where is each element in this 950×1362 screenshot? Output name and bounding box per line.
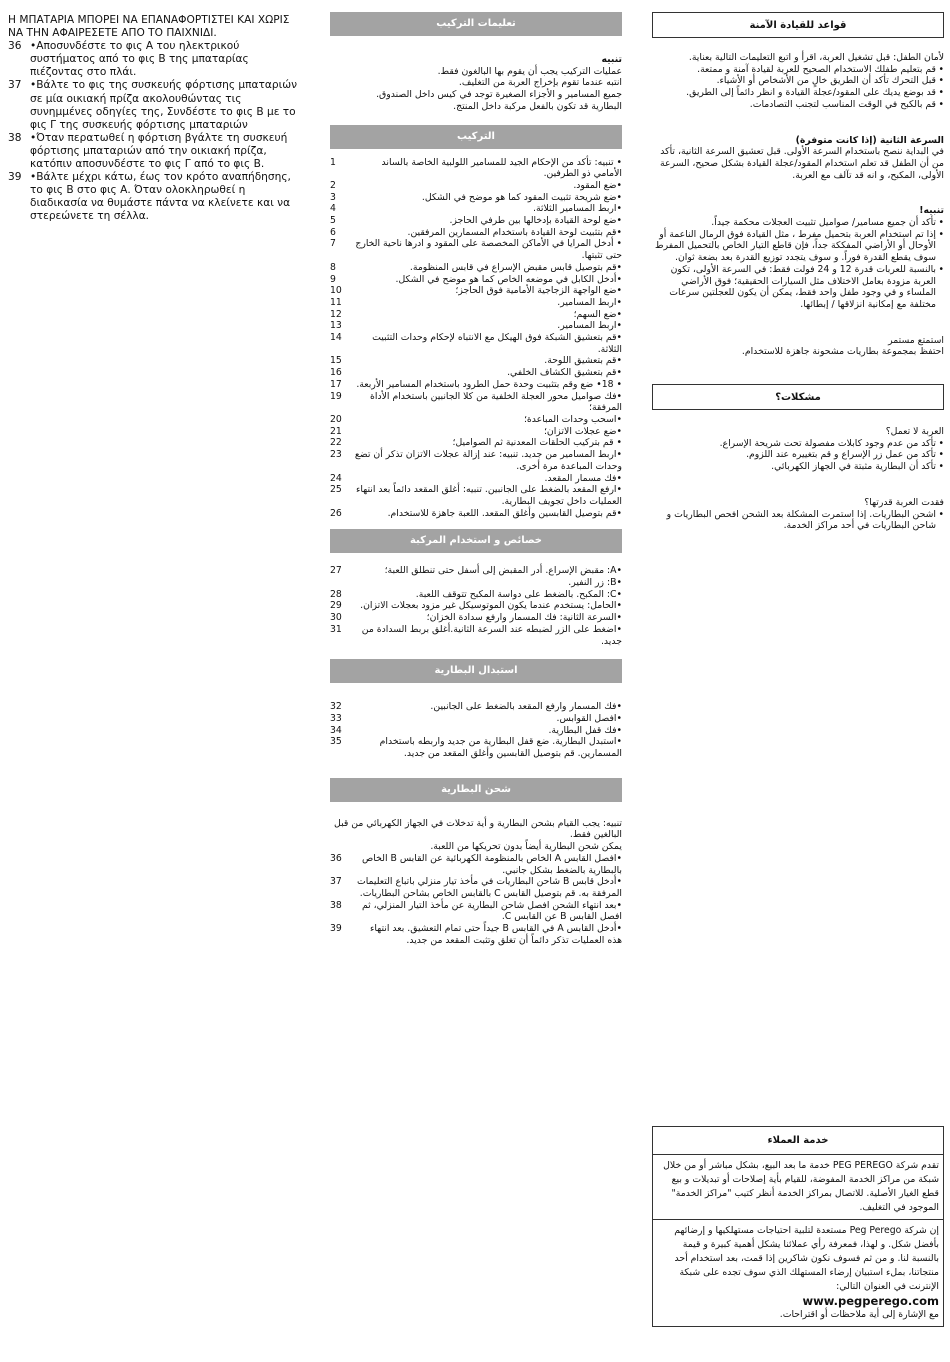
problems-header: مشكلات؟ xyxy=(652,384,944,410)
feature-step-text: •الحامل: يستخدم عندما يكون الموتوسيكل غير مزود بعجلات الاتزان. xyxy=(360,600,622,612)
charge-step-number: 36 xyxy=(330,852,342,864)
assembly-step-text: • أدخل المرايا في الأماكن المخصصة على المقود و ادرها ناحية الخارج حتى تثبتها. xyxy=(355,238,622,262)
safety-list: • قم بتعليم طفلك الاستخدام الصحيح للعربة لقيادة آمنة و ممتعة. • قبل التحرك تأكد أن الطريق خالٍ من الأشخاص أو الأشياء. • قد بوضع يديك على المقود/عجلة القيادة و انظر دائماً إلى الطريق. • قم بالكبح في الوقت المناسب لتجنب التصادمات. xyxy=(652,64,944,111)
safety-section: لأمان الطفل: قبل تشغيل العربة، اقرأ و اتبع التعليمات التالية بعناية. • قم بتعليم طفلك الاستخدام الصحيح للعربة لقيادة آمنة و ممتعة. • قبل التحرك تأكد أن الطريق خالٍ من الأشخاص أو الأشياء. • قد بوضع يديك على المقود/عجلة القيادة و انظر دائماً إلى الطريق. • قم بالكبح في الوقت المناسب لتجنب التصادمات. xyxy=(652,52,944,111)
assembly-step-item xyxy=(330,285,622,297)
assembly-step-number: 11 xyxy=(330,296,342,308)
replace-step-item xyxy=(330,725,622,737)
assembly-step-text: •أدخل الكابل في موضعه الخاص كما هو موضح في الشكل. xyxy=(395,273,622,285)
assembly-step-text: •ارفع المقعد بالضغط على الجانبين. تنبيه: أغلق المقعد دائماً بعد انتهاء العمليات داخل تجويف البطارية. xyxy=(355,484,622,507)
assembly-step-item xyxy=(330,449,622,472)
assembly-step-text: •اسحب وحدات المباعدة؛ xyxy=(523,413,622,425)
safety-header: قواعد للقيادة الآمنة xyxy=(652,12,944,38)
assembly-step-number: 21 xyxy=(330,425,342,437)
assembly-step-number: 7 xyxy=(330,238,336,250)
feature-step-text: •السرعة الثانية: فك المسمار وارفع سدادة الخزان؛ xyxy=(426,612,622,624)
feature-step-item xyxy=(330,565,622,577)
assembly-step-number: 20 xyxy=(330,413,342,425)
feature-step-item xyxy=(330,577,622,589)
feature-step-number: 27 xyxy=(330,565,342,577)
assembly-step-item xyxy=(330,227,622,239)
replace-step-item xyxy=(330,701,622,713)
assembly-step-item xyxy=(330,332,622,355)
assembly-step-text: •ضع عجلات الاتزان؛ xyxy=(543,425,622,437)
assembly-step-text: •قم بتعشيق اللوحة. xyxy=(544,355,622,367)
assembly-step-text: •اربط المسامير الثلاثة. xyxy=(532,203,622,215)
replace-step-text: •فك قفل البطارية. xyxy=(548,724,622,736)
replace-step-number: 35 xyxy=(330,736,342,748)
feature-step-number: 31 xyxy=(330,623,342,635)
assembly-step-item xyxy=(330,391,622,414)
charge-step-number: 37 xyxy=(330,876,342,888)
assembly-step-number: 4 xyxy=(330,203,336,215)
replace-step-text: •افصل القوابس. xyxy=(556,712,622,724)
assembly-step-number: 9 xyxy=(330,273,336,285)
greek-step-38: 38 •Όταν περατωθεί η φόρτιση βγάλτε τη συσκευή φόρτισης μπαταριών από την οικιακή πρίζα, κατόπιν αποσυνδέστε το φις Γ από το φις Β. xyxy=(8,131,288,171)
assembly-step-number: 15 xyxy=(330,355,342,367)
charge-step-item xyxy=(330,900,622,923)
charge-step-text: •بعد انتهاء الشحن افصل شاحن البطارية عن مأخذ التيار المنزلي، ثم افصل القابس B عن القابس C. xyxy=(361,899,622,923)
assembly-step-item xyxy=(330,367,622,379)
assembly-step-item xyxy=(330,508,622,520)
assembly-step-number: 6 xyxy=(330,226,336,238)
assembly-step-number: 1 xyxy=(330,156,336,168)
warning-section: تنبيه! • تأكد أن جميع مسامير/ صواميل تثبيت العجلات محكمة جيداً. • إذا تم استخدام العربة بتحميل مفرط ، مثل القيادة فوق الرمال الناعمة أو الأوحال أو الأراضي المفككة جداً، فإن قاطع التيار الخاص بالتحميل المفرط سوف يقطع القدرة فوراً. و سوف يتجدد توزيع القدرة بعد بضعة ثوان. • بالنسبة للعربات قدرة 12 و 24 فولت فقط: في السرعة الأولى، تكون العربة مزودة بعامل الاختلاف مثل السيارات الحقيقية؛ فوق الأراضي الملساء و في وجود طفل واحد فقط، يمكن أن يكون للعجلتين سرعات مختلفة مع إمكانية انزلاقها / إبطائها. xyxy=(652,205,944,310)
safety-column xyxy=(652,0,944,532)
greek-step-39: 39 •Βάλτε μέχρι κάτω, έως τον κρότο αναπήδησης, το φις Β στο φις Α. Όταν ολοκληρωθεί η διαδικασία να θυμάστε πάντα να κλείνετε και να στερεώνετε τη σέλλα. xyxy=(8,171,291,223)
assembly-step-text: •قم بتوصيل القابسين وأغلق المقعد. اللعبة جاهزة للاستخدام. xyxy=(387,507,622,519)
battery-replace-header: استبدال البطارية xyxy=(330,659,622,683)
assembly-step-item xyxy=(330,238,622,261)
replace-step-item xyxy=(330,713,622,725)
assembly-step-item xyxy=(330,192,622,204)
features-header: خصائص و استخدام المركبة xyxy=(330,529,622,553)
replace-step-number: 33 xyxy=(330,712,342,724)
assembly-step-text: •فك صواميل محور العجلة الخلفية من كلا الجانبين باستخدام الأداة المرفقة؛ xyxy=(370,390,622,414)
assembly-step-text: •اربط المسامير من جديد. تنبيه: عند إزالة عجلات الاتزان تذكر أن تضع وحدات المباعدة مرة أخرى. xyxy=(354,449,622,472)
greek-intro: Η ΜΠΑΤΑΡΙΑ ΜΠΟΡΕΙ ΝΑ ΕΠΑΝΑΦΟΡΤΙΣΤΕΙ ΚΑΙ ΧΩΡΙΣ ΝΑ ΤΗΝ ΑΦΑΙΡΕΣΕΤΕ ΑΠΟ ΤΟ ΠΑΙΧΝΙΔΙ. xyxy=(8,14,290,40)
assembly-step-text: • تنبيه: تأكد من الإحكام الجيد للمسامير اللولبية الخاصة بالساند الأمامي ذو الطرفين. xyxy=(381,156,622,180)
assembly-step-text: •ضع المقود. xyxy=(573,179,622,191)
website-link[interactable]: www.pegperego.com xyxy=(802,1294,939,1308)
customer-feedback: إن شركة Peg Perego مستعدة لتلبية احتياجات مستهلكيها و إرضائهم بأفضل شكل. و لهذا، فمعرفة رأي عملائنا يشكل أهمية كبيرة و قيمة بالنسبة لنا. و من ثم فسوف نكون شاكرين إذا قمت، بعد استخدام أحد منتجاتنا، بملء استبيان إرضاء المستهلك الذي سوف تجده على شبكة الإنترنت في العنوان التالي: www.pegperego.com مع الإشارة إلى أية ملاحظات أو اقتراحات. xyxy=(653,1220,943,1326)
charge-step-item xyxy=(330,923,622,946)
assembly-step-item xyxy=(330,215,622,227)
assembly-step-item xyxy=(330,484,622,507)
assembly-step-text: •اربط المسامير. xyxy=(557,320,622,332)
assembly-step-text: •ضع شريحة تثبيت المقود كما هو موضح في الشكل. xyxy=(421,191,622,203)
feature-step-text: •B: زر النفير. xyxy=(568,577,622,589)
feature-step-number: 30 xyxy=(330,612,342,624)
assembly-step-text: •ضع لوحة القيادة بإدخالها بين طرفي الحاجز. xyxy=(449,215,622,227)
assembly-step-text: •قم بتعشيق الشبكة فوق الهيكل مع الانتباه لإحكام وحدات التثبيت الثلاثة. xyxy=(372,332,622,355)
assembly-step-number: 22 xyxy=(330,437,342,449)
greek-step-36: 36 •Αποσυνδέστε το φις Α του ηλεκτρικού συστήματος από το φις Β της μπαταρίας πιέζοντας στο πλάι. xyxy=(8,40,249,79)
feature-step-number: 28 xyxy=(330,588,342,600)
charge-step-number: 39 xyxy=(330,923,342,935)
assembly-step-text: •اربط المسامير. xyxy=(557,296,622,308)
assembly-step-item xyxy=(330,437,622,449)
assembly-step-number: 3 xyxy=(330,191,336,203)
battery-charge-header: شحن البطارية xyxy=(330,778,622,802)
assembly-step-number: 19 xyxy=(330,390,342,402)
feature-step-item xyxy=(330,624,622,647)
assembly-step-text: •فك مسمار المقعد. xyxy=(544,472,622,484)
feature-step-item xyxy=(330,600,622,612)
assembly-step-number: 12 xyxy=(330,308,342,320)
assembly-step-number: 24 xyxy=(330,472,342,484)
assembly-step-text: •قم بتعشيق الكشاف الخلفي. xyxy=(507,367,622,379)
charge-step-text: •افصل القابس A الخاص بالمنظومة الكهربائية عن القابس B الخاص بالبطارية بالضغط بشكل جانبي. xyxy=(362,852,622,876)
instructions-column xyxy=(330,0,622,946)
charge-step-item xyxy=(330,876,622,899)
assembly-step-number: 23 xyxy=(330,449,342,461)
assembly-step-item xyxy=(330,262,622,274)
assembly-step-item xyxy=(330,157,622,180)
assembly-step-text: •قم بتوصيل قابس مقبض الإسراع في قابس المنظومة. xyxy=(409,261,622,273)
assembly-header: التركيب xyxy=(330,125,622,149)
battery-replace-list xyxy=(330,701,622,760)
assembly-step-item xyxy=(330,297,622,309)
assembly-step-item xyxy=(330,320,622,332)
charge-step-item xyxy=(330,853,622,876)
assembly-step-text: •ضع الواجهة الزجاجية الأمامية فوق الحاجز؛ xyxy=(455,285,622,297)
no-work-section: العربة لا تعمل؟ • تأكد من عدم وجود كابلات مفصولة تحت شريحة الإسراع. • تأكد من عمل زر الإسراع و قم بتغييره عند اللزوم. • تأكد أن البطارية مثبتة في الجهاز الكهربائي. xyxy=(652,426,944,473)
assembly-step-text: •قم بتثبيت لوحة القيادة باستخدام المسمارين المرفقين. xyxy=(407,226,622,238)
assembly-step-item xyxy=(330,355,622,367)
assembly-step-number: 5 xyxy=(330,215,336,227)
assembly-step-number: 25 xyxy=(330,484,342,496)
assembly-step-item xyxy=(330,274,622,286)
customer-service-text: تقدم شركة PEG PEREGO خدمة ما بعد البيع، بشكل مباشر أو من خلال شبكة من مراكز الخدمة المفوضة، للقيام بأية إصلاحات أو تبديلات و بيع قطع الغيار الأصلية. للاتصال بمراكز الخدمة أنظر كتيب "مراكز الخدمة" الموجود في التغليف. xyxy=(653,1155,943,1220)
assembly-step-number: 8 xyxy=(330,261,336,273)
replace-step-number: 34 xyxy=(330,724,342,736)
assembly-step-item xyxy=(330,426,622,438)
install-warning: تنبيه عمليات التركيب يجب أن يقوم بها البالغون فقط. انتبه عندما تقوم بإخراج العربة من التغليف. جميع المسامير و الأجزاء الصغيرة توجد في كيس داخل الصندوق. البطارية قد تكون بالفعل مركبة داخل المنتج. xyxy=(330,54,622,113)
features-list xyxy=(330,565,622,647)
assembly-step-item xyxy=(330,414,622,426)
greek-column xyxy=(8,0,300,224)
assembly-step-number: 2 xyxy=(330,179,336,191)
install-instructions-header: تعليمات التركيب xyxy=(330,12,622,36)
customer-service-title: خدمة العملاء xyxy=(653,1127,943,1155)
assembly-step-item xyxy=(330,309,622,321)
feature-step-item xyxy=(330,612,622,624)
customer-service-box xyxy=(652,1126,944,1327)
charge-step-number: 38 xyxy=(330,899,342,911)
replace-step-text: •فك المسمار وارفع المقعد بالضغط على الجانبين. xyxy=(430,701,622,713)
replace-step-item xyxy=(330,736,622,759)
assembly-step-text: • قم بتركيب الحلقات المعدنية ثم الصواميل؛ xyxy=(452,437,622,449)
feature-step-text: •C: المكبح. بالضغط على دواسة المكبح تتوقف اللعبة. xyxy=(415,588,622,600)
assembly-step-item xyxy=(330,203,622,215)
feature-step-number: 29 xyxy=(330,600,342,612)
feature-step-text: •اضغط على الزر لضبطه عند السرعة الثانية.أغلق بربط السدادة من جديد. xyxy=(361,623,622,647)
assembly-step-number: 13 xyxy=(330,320,342,332)
lost-power-section: فقدت العربة قدرتها؟ • اشحن البطاريات. إذا استمرت المشكلة بعد الشحن افحص البطاريات و شاحن البطاريات في أحد مراكز الخدمة. xyxy=(652,497,944,532)
assembly-step-number: 16 xyxy=(330,367,342,379)
assembly-step-item xyxy=(330,473,622,485)
battery-charge-list xyxy=(330,853,622,947)
assembly-step-item xyxy=(330,180,622,192)
feature-step-text: •A: مقبض الإسراع. أدر المقبض إلى أسفل حتى تنطلق اللعبة؛ xyxy=(384,565,622,577)
warning-title: تنبيه xyxy=(601,54,622,65)
charge-step-text: •أدخل قابس B شاحن البطاريات في مأخذ تيار منزلي باتباع التعليمات المرفقة به. قم بتوصيل القابس C بالقابس الخاص بشاحن البطاريات. xyxy=(356,876,622,899)
replace-step-number: 32 xyxy=(330,701,342,713)
charge-intro: تنبيه: يجب القيام بشحن البطارية و أية تدخلات في الجهاز الكهربائي من قبل البالغين فقط. يمكن شحن البطارية أيضاً بدون تحريكها من اللعبة. xyxy=(334,817,622,853)
enjoy-section: استمتع مستمر احتفظ بمجموعة بطاريات مشحونة جاهزة للاستخدام. xyxy=(741,334,944,358)
feature-step-item xyxy=(330,589,622,601)
second-speed-section: السرعة الثانية (إذا كانت متوفرة) في البداية ننصح باستخدام السرعة الأولى. قبل تعشيق السرعة الثانية، تأكد من أن الطفل قد تعلم استخدام المقود/عجلة القيادة بشكل صحيح، السرعة الأولى، المكبح، و انه قد تآلف مع العربة. xyxy=(660,134,944,181)
assembly-step-number: 17 xyxy=(330,378,342,390)
assembly-list xyxy=(330,157,622,520)
replace-step-text: •استبدل البطارية. ضع قفل البطارية من جديد واربطه باستخدام المسمارين. قم بتوصيل القابسين وأغلق المقعد من جديد. xyxy=(379,736,622,760)
assembly-step-number: 14 xyxy=(330,332,342,344)
greek-step-37: 37 •Βάλτε το φις της συσκευής φόρτισης μπαταριών σε μία οικιακή πρίζα ακολουθώντας τις συνημμένες οδηγίες της, Συνδέστε το φις Β με το φις Γ της συσκευής φόρτισης μπαταριών xyxy=(8,79,297,131)
assembly-step-number: 26 xyxy=(330,507,342,519)
assembly-step-text: •ضع السهم؛ xyxy=(573,308,622,320)
assembly-step-item xyxy=(330,379,622,391)
charge-step-text: •أدخل القابس A في القابس B جيداً حتى تمام التعشيق. بعد انتهاء هذه العمليات تذكر دائماً أن تغلق وتثبت المقعد من جديد. xyxy=(369,923,622,946)
feature-step-number xyxy=(330,577,348,589)
assembly-step-text: • 18• ضع وقم بتثبيت وحدة حمل الطرود باستخدام المسامير الأربعة. xyxy=(356,378,622,390)
assembly-step-number: 10 xyxy=(330,285,342,297)
